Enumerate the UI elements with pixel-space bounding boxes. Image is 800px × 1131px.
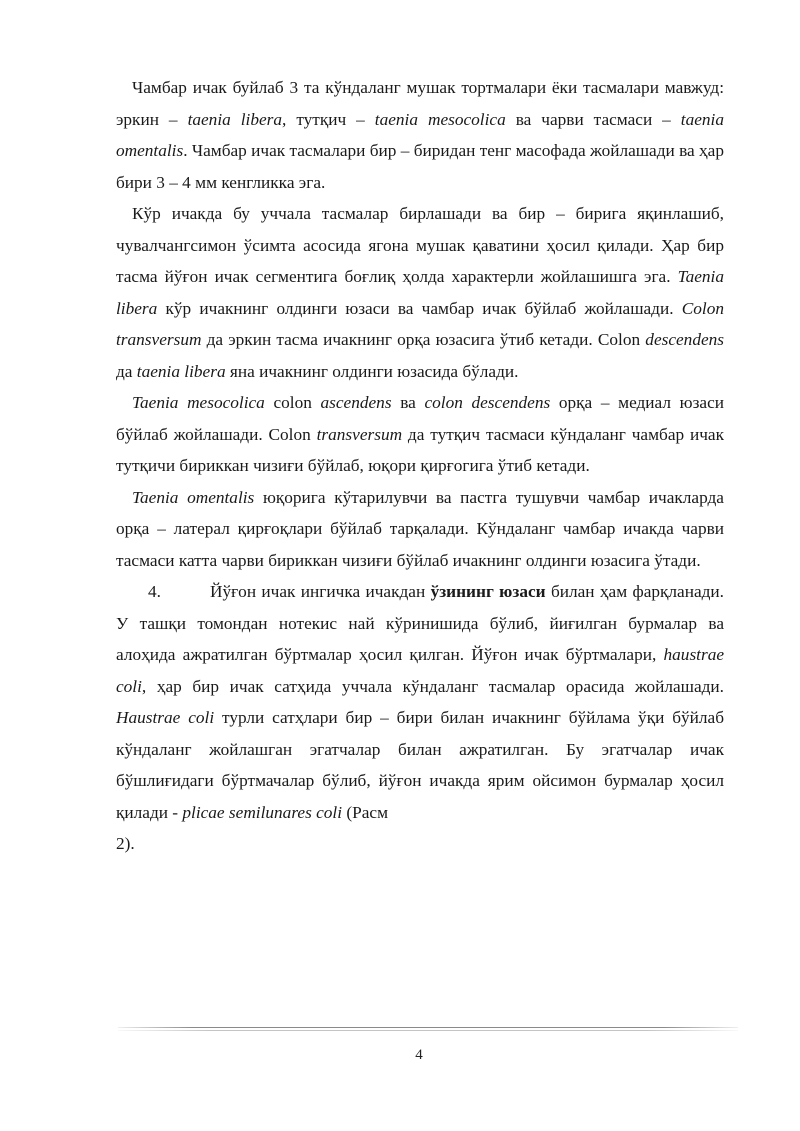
latin-term: plicae semilunares coli — [182, 802, 343, 822]
paragraph-numbered-4 — [116, 576, 724, 860]
text-segment: , ҳар бир ичак сатҳида уччала кўндаланг тасмалар орасида жойлашади. — [141, 676, 724, 696]
page-number: 4 — [415, 1047, 423, 1063]
text-segment: юқорига кўтарилувчи ва пастга тушувчи чамбар ичакларда орқа – латерал қирғоқлари бўйлаб тарқалади. Кўндаланг чамбар ичакда чарви тасмаси катта чарви бириккан чизиғи бўйлаб ичакнинг олдинги юзасига ўтади. — [116, 487, 724, 570]
text-segment: Кўр ичакда бу уччала тасмалар бирлашади ва бир – бирига яқинлашиб, чувалчангсимон ўсимта асосида ягона мушак қаватини ҳосил қилади. Ҳар бир тасма йўғон ичак сегментига боғлиқ ҳолда характерли жойлашишга эга. — [116, 204, 724, 286]
text-segment: colon — [264, 393, 321, 412]
paragraph-cecum-taeniae — [116, 198, 724, 387]
text-segment: да эркин тасма ичакнинг орқа юзасига ўтиб кетади. Colon — [201, 330, 646, 349]
paragraph-taenia-omentalis — [116, 482, 724, 577]
text-segment: кўр ичакнинг олдинги юзаси ва чамбар ичак бўйлаб жойлашади. — [157, 298, 682, 318]
figure-reference-tail: 2). — [116, 834, 135, 853]
text-segment: (Расм — [342, 802, 389, 822]
text-segment: турли сатҳлари бир – бири билан ичакнинг бўйлама ўқи бўйлаб кўндаланг жойлашган эгатчалар билан ажратилган. Бу эгатчалар ичак бўшлиғидаги бўртмачалар бўлиб, йўғон ичакда ярим ойсимон бурмалар ҳосил қилади - — [116, 708, 724, 822]
text-segment: орқа – медиал юзаси бўйлаб жойлашади. Colon — [116, 393, 724, 444]
text-segment: , тутқич – — [282, 109, 375, 129]
text-segment: . Чамбар ичак тасмалари бир – биридан тенг масофада жойлашади ва ҳар бири 3 – 4 мм кенгликка эга. — [116, 141, 724, 192]
paragraph-taeniae-overview — [116, 72, 724, 198]
emphasized-term: ўзининг юзаси — [430, 582, 546, 601]
list-number: 4. — [148, 582, 161, 601]
text-segment: ва — [391, 393, 425, 412]
latin-term: transversum — [316, 424, 403, 444]
latin-term: Haustrae coli — [116, 708, 215, 727]
latin-term: Taenia mesocolica — [132, 393, 265, 412]
text-segment: ва чарви тасмаси – — [505, 109, 681, 129]
latin-term: Taenia omentalis — [132, 487, 255, 507]
latin-term: taenia libera — [136, 361, 226, 381]
latin-term: taenia omentalis — [116, 109, 724, 160]
paragraph-taenia-mesocolica — [116, 387, 724, 482]
latin-term: taenia libera — [187, 109, 283, 129]
text-segment: да — [116, 361, 137, 381]
text-segment: да тутқич тасмаси кўндаланг чамбар ичак тутқичи бириккан чизиғи бўйлаб, юқори қирғогига ўтиб кетади. — [116, 424, 724, 475]
footer-divider — [118, 1027, 738, 1028]
document-body — [116, 72, 724, 860]
latin-term: ascendens — [320, 393, 392, 412]
text-segment: Чамбар ичак буйлаб 3 та кўндаланг мушак тортмалари ёки тасмалари мавжуд: эркин – — [116, 78, 724, 129]
footer-divider-shadow — [118, 1030, 738, 1031]
text-segment: яна ичакнинг олдинги юзасида бўлади. — [225, 361, 519, 381]
text-segment: билан ҳам фарқланади. У ташқи томондан нотекис най кўринишида бўлиб, йиғилган бурмалар ва алоҳида ажратилган бўртмалар ҳосил қилган. Йўғон ичак бўртмалари, — [116, 582, 724, 664]
latin-term: descendens — [645, 330, 724, 349]
latin-term: haustrae coli — [116, 645, 724, 696]
latin-term: colon descendens — [424, 393, 551, 412]
latin-term: Taenia libera — [116, 267, 724, 318]
text-segment: Йўғон ичак ингичка ичакдан — [209, 582, 431, 601]
latin-term: taenia mesocolica — [374, 109, 506, 129]
latin-term: Colon transversum — [116, 298, 724, 349]
